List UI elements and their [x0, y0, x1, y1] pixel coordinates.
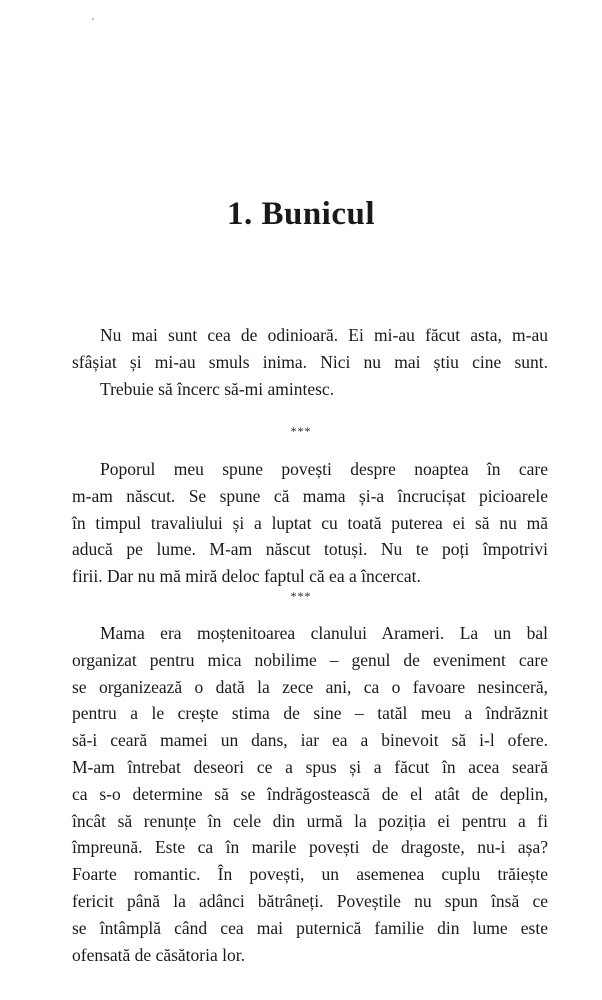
paragraph-line: sfâșiat și mi-au smuls inima. Nici nu mai știu cine sunt.: [72, 351, 548, 372]
paragraph-line: pentru a le crește stima de sine – tatăl meu a îndrăznit: [72, 703, 548, 724]
chapter-title: 1. Bunicul: [226, 196, 376, 232]
paragraph-line: să-i ceară mamei un dans, iar ea a binevoit să i-l ofere.: [72, 730, 548, 751]
paragraph-line: Mama era moștenitoarea clanului Arameri. La un bal: [100, 623, 548, 643]
paragraph-line: M-am întrebat deseori ce a spus și a făcut în acea seară: [72, 756, 548, 777]
paragraph-line: împreună. Este ca în marile povești de dragoste, nu-i așa?: [72, 837, 548, 858]
section-separator: ***: [290, 589, 312, 603]
paragraph-line: ofensată de căsătoria lor.: [72, 944, 245, 965]
paragraph-line: se întâmplă când cea mai puternică familie din lume este: [72, 917, 548, 938]
paragraph-line: Foarte romantic. În povești, un asemenea cuplu trăiește: [72, 864, 548, 885]
paragraph-line: încât să renunțe în cele din urmă la poziția ei pentru a fi: [72, 810, 548, 831]
paragraph-line: firii. Dar nu mă miră deloc faptul că ea a încercat.: [72, 566, 421, 587]
section-separator: ***: [290, 424, 312, 438]
paragraph-line: fericit până la adânci bătrâneți. Poveștile nu spun însă ce: [72, 890, 548, 911]
scan-artifact: [92, 18, 94, 20]
paragraph-1: [72, 322, 548, 402]
paragraph-line: Poporul meu spune povești despre noaptea în care: [100, 459, 548, 479]
paragraph-line: ca s-o determine să se îndrăgostească de el atât de deplin,: [72, 783, 548, 804]
paragraph-line: aducă pe lume. M-am născut totuși. Nu te poți împotrivi: [72, 539, 548, 560]
paragraph-3: [72, 620, 548, 968]
paragraph-2: [72, 456, 548, 590]
paragraph-line: organizat pentru mica nobilime – genul de eveniment care: [72, 649, 548, 670]
paragraph-line: în timpul travaliului și a luptat cu toată puterea ei să nu mă: [72, 512, 548, 533]
paragraph-line: se organizează o dată la zece ani, ca o favoare nesinceră,: [72, 676, 548, 697]
paragraph-line: Nu mai sunt cea de odinioară. Ei mi-au făcut asta, m-au: [100, 325, 548, 345]
paragraph-line: m-am născut. Se spune că mama și-a încrucișat picioarele: [72, 485, 548, 506]
paragraph-line: Trebuie să încerc să-mi amintesc.: [100, 378, 335, 399]
